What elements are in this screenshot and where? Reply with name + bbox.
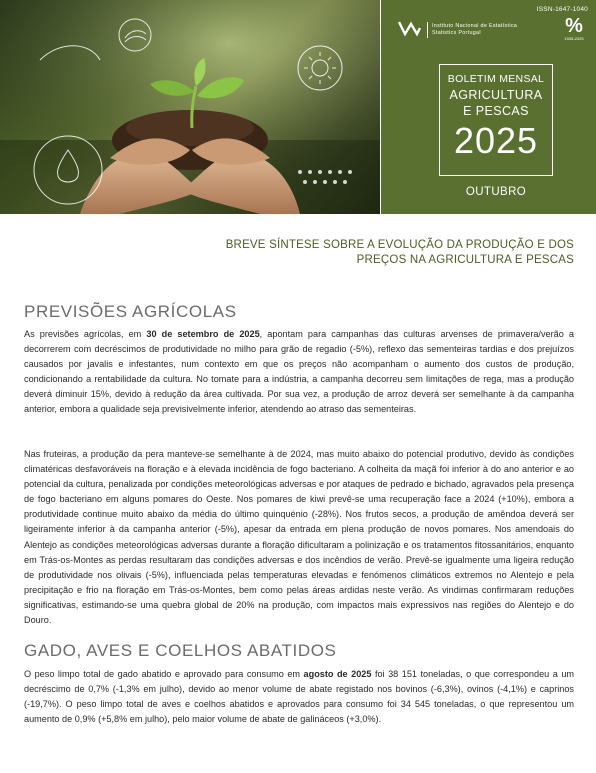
- institute-name-pt: Instituto Nacional de Estatística: [432, 23, 518, 29]
- percent-logo-icon: %: [565, 15, 583, 37]
- logo-divider: [427, 22, 428, 38]
- section-heading-agricultural-forecasts: PREVISÕES AGRÍCOLAS: [24, 302, 237, 321]
- bulletin-type: BOLETIM MENSAL: [447, 73, 545, 85]
- document-subtitle: [154, 238, 574, 268]
- text-run: As previsões agrícolas, em: [24, 329, 147, 339]
- cover-photo: [0, 0, 380, 214]
- institute-name-en: Statistics Portugal: [432, 30, 481, 36]
- text-run: O peso limpo total de gado abatido e aprovado para consumo em: [24, 669, 304, 679]
- text-run: foi 38 151 toneladas, o que correspondeu a um decréscimo de 0,7% (-1,3% em julho), devido ao menor volume de abate registado nos bovinos (-6,3%), ovinos (-4,1%) e caprinos (-19,7%). O peso limpo total de aves e coelhos abatidos e aprovados para consumo foi 34 545 toneladas, o que representou um aumento de 0,9% (+5,8% em julho), pelo maior volume de abate de galináceos (+3,0%).: [24, 669, 575, 725]
- issn-label: ISSN-1647-1040: [536, 6, 588, 13]
- section1-paragraph-1: [24, 327, 574, 418]
- section2-paragraph-1: [24, 667, 574, 727]
- anniversary-years: 1935-2025: [564, 36, 584, 41]
- institute-name: [432, 23, 517, 37]
- cover-title-panel: [381, 0, 596, 214]
- ine-logo-icon: [397, 18, 421, 40]
- bulletin-title-box: [439, 64, 553, 176]
- text-run: , apontam para campanhas das culturas arvenses de primavera/verão a decorrerem com decréscimos de produtividade no milho para grão de regadio (-5%), reflexo das sementeiras tardias e dos prejuízos causados por javalis e infestantes, num contexto em que os preços não acompanham o aumento dos custos de produção, condicionando a rentabilidade da cultura. No tomate para a indústria, a campanha decorreu sem limitações de rega, mas a produção deverá diminuir 15%, devido à redução da área cultivada. Por sua vez, a produção de arroz deverá ser semelhante à da campanha anterior, embora a qualidade seja previsivelmente inferior, atendendo ao atraso das sementeiras.: [24, 329, 574, 415]
- section1-paragraph-2: Nas fruteiras, a produção da pera manteve-se semelhante à de 2024, mas muito abaixo do potencial produtivo, devido às condições climatéricas desfavoráveis na floração e à elevada incidência de fogo bacteriano. A colheita da maçã foi inferior à do ano anterior e ao potencial da cultura, penalizada por condições meteorológicas adversas e por ataques de pedrado e bichado, agravados pela presença de fogo bacteriano em alguns pomares do Oeste. Nos pomares de kiwi prevê-se uma recuperação face a 2024 (+10%), embora a produtividade continue muito abaixo da média do último quinquénio (-28%). Nos frutos secos, a produção de amêndoa deverá ser ligeiramente inferior à da campanha anterior (-5%), apesar da entrada em plena produção de novos pomares. Nos amendoais do Alentejo as condições meteorológicas adversas durante a floração dificultaram a polinização e os tratamentos fitossanitários, enquanto em Trás-os-Montes as perdas resultaram das condições adversas e dos incêndios de verão. Prevê-se igualmente uma ligeira redução de produtividade nos olivais (-5%), influenciada pelas temperaturas elevadas e fenómenos climáticos extremos no Alentejo e pela precipitação e frio na floração em Trás-os-Montes, bem como pelas áreas ardidas neste verão. As vindimas confirmaram reduções significativas, estimando-se uma quebra global de 20% na produção, com impactos mais expressivos nas regiões do Alentejo e do Douro.: [24, 449, 574, 626]
- bulletin-title-line1: AGRICULTURA: [449, 88, 543, 102]
- bulletin-month: OUTUBRO: [465, 186, 527, 198]
- subtitle-line-2: PREÇOS NA AGRICULTURA E PESCAS: [356, 254, 574, 266]
- highlighted-date: agosto de 2025: [303, 669, 372, 679]
- section-heading-livestock: GADO, AVES E COELHOS ABATIDOS: [24, 641, 337, 660]
- bulletin-title-line2: E PESCAS: [463, 104, 529, 118]
- hands-seedling-illustration: [0, 0, 380, 214]
- subtitle-line-1: BREVE SÍNTESE SOBRE A EVOLUÇÃO DA PRODUÇÃO E DOS: [225, 239, 574, 251]
- bulletin-year: 2025: [453, 120, 539, 161]
- anniversary-logo: [564, 16, 584, 41]
- highlighted-date: 30 de setembro de 2025: [146, 329, 260, 339]
